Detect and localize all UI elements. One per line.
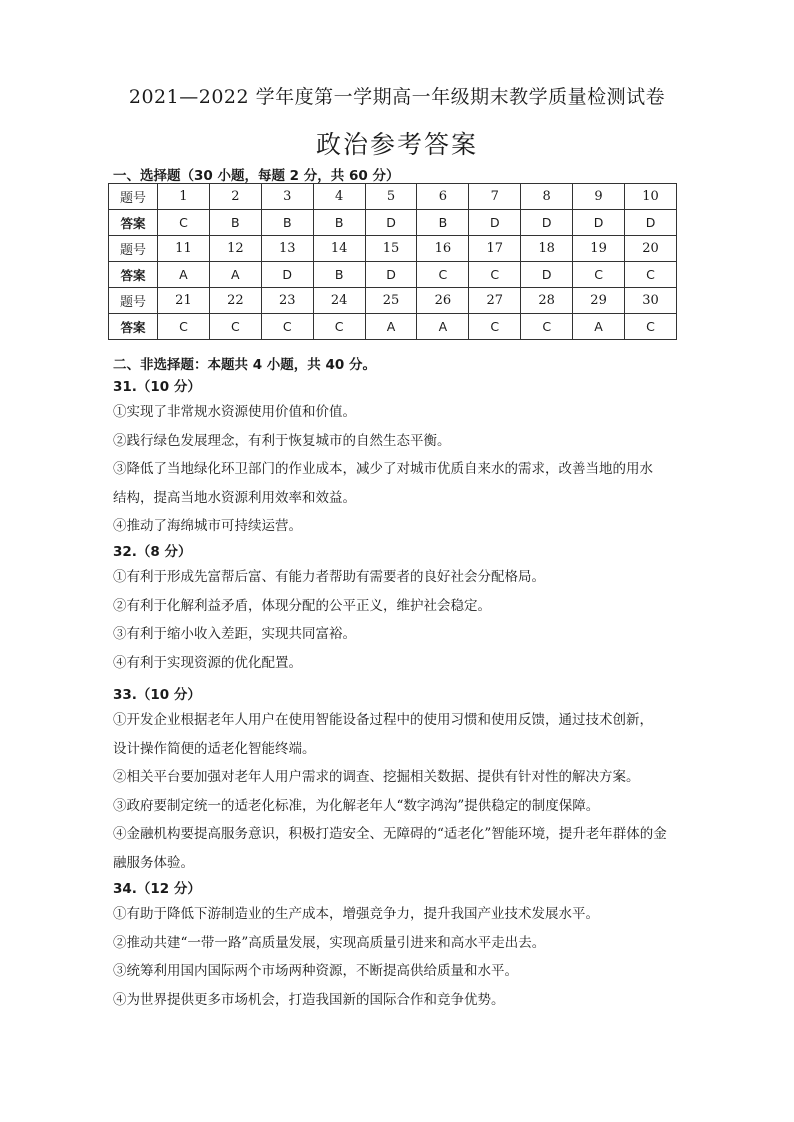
question-head: 32.（8 分） [113, 544, 192, 560]
question-number-cell: 13 [261, 236, 313, 262]
answer-cell: B [417, 210, 469, 236]
question-33 [113, 684, 688, 877]
answer-line: ①开发企业根据老年人用户在使用智能设备过程中的使用习惯和使用反馈，通过技术创新， [113, 712, 653, 728]
answer-line: ①实现了非常规水资源使用价值和价值。 [113, 404, 356, 420]
answer-cell: D [261, 262, 313, 288]
question-32 [113, 541, 688, 677]
answer-cell: D [625, 210, 677, 236]
answer-row [109, 262, 677, 288]
question-number-cell: 30 [625, 288, 677, 314]
question-number-cell: 18 [521, 236, 573, 262]
answer-line: ①有助于降低下游制造业的生产成本，增强竞争力，提升我国产业技术发展水平。 [113, 906, 599, 922]
answer-line: ②相关平台要加强对老年人用户需求的调查、挖掘相关数据、提供有针对性的解决方案。 [113, 769, 640, 785]
answer-line: ③降低了当地绿化环卫部门的作业成本，减少了对城市优质自来水的需求，改善当地的用水 [113, 461, 653, 477]
answer-cell: B [209, 210, 261, 236]
question-number-cell: 8 [521, 184, 573, 210]
answer-cell: C [417, 262, 469, 288]
answer-line: 融服务体验。 [113, 854, 194, 871]
answer-label-cell: 答案 [109, 314, 158, 340]
question-head: 33.（10 分） [113, 687, 201, 703]
answer-cell: A [365, 314, 417, 340]
question-number-cell: 22 [209, 288, 261, 314]
question-number-cell: 7 [469, 184, 521, 210]
answer-line: ①有利于形成先富帮后富、有能力者帮助有需要者的良好社会分配格局。 [113, 569, 545, 585]
answer-row [109, 210, 677, 236]
answer-line: 设计操作简便的适老化智能终端。 [113, 740, 316, 757]
answer-cell: B [261, 210, 313, 236]
answer-cell: C [469, 262, 521, 288]
answer-cell: D [521, 210, 573, 236]
question-number-cell: 11 [158, 236, 210, 262]
answer-line: ④有利于实现资源的优化配置。 [113, 654, 302, 671]
answer-cell: D [365, 210, 417, 236]
answer-cell: C [521, 314, 573, 340]
question-number-row [109, 288, 677, 314]
answer-cell: C [158, 210, 210, 236]
answer-line: ④金融机构要提高服务意识，积极打造安全、无障碍的“适老化”智能环境，提升老年群体的金 [113, 826, 667, 842]
answer-cell: D [469, 210, 521, 236]
answer-cell: B [313, 210, 365, 236]
question-number-cell: 26 [417, 288, 469, 314]
choice-answer-table [108, 183, 677, 340]
question-34 [113, 878, 688, 1014]
answer-cell: D [521, 262, 573, 288]
section1-heading: 一、选择题（30 小题，每题 2 分，共 60 分） [113, 168, 400, 184]
answer-line: ④为世界提供更多市场机会，打造我国新的国际合作和竞争优势。 [113, 991, 505, 1008]
question-number-cell: 6 [417, 184, 469, 210]
answer-cell: C [209, 314, 261, 340]
answer-line: 结构，提高当地水资源利用效率和效益。 [113, 489, 356, 506]
question-number-cell: 20 [625, 236, 677, 262]
answer-cell: C [261, 314, 313, 340]
question-number-cell: 19 [573, 236, 625, 262]
answer-line: ④推动了海绵城市可持续运营。 [113, 518, 302, 534]
answer-cell: A [573, 314, 625, 340]
answer-cell: B [313, 262, 365, 288]
question-number-cell: 15 [365, 236, 417, 262]
answer-label-cell: 答案 [109, 262, 158, 288]
answer-line: ②有利于化解利益矛盾，体现分配的公平正义，维护社会稳定。 [113, 597, 491, 614]
question-label-cell: 题号 [109, 236, 158, 262]
question-number-cell: 25 [365, 288, 417, 314]
question-number-cell: 27 [469, 288, 521, 314]
question-number-cell: 21 [158, 288, 210, 314]
question-number-cell: 10 [625, 184, 677, 210]
question-number-cell: 17 [469, 236, 521, 262]
question-number-cell: 1 [158, 184, 210, 210]
answer-line: ②践行绿色发展理念，有利于恢复城市的自然生态平衡。 [113, 432, 451, 449]
answer-line: ③政府要制定统一的适老化标准，为化解老年人“数字鸿沟”提供稳定的制度保障。 [113, 797, 600, 814]
question-number-cell: 9 [573, 184, 625, 210]
answer-cell: A [158, 262, 210, 288]
question-number-cell: 4 [313, 184, 365, 210]
answer-key-subtitle: 政治参考答案 [315, 130, 478, 159]
answer-line: ③统筹利用国内国际两个市场两种资源，不断提高供给质量和水平。 [113, 963, 518, 979]
question-head: 31.（10 分） [113, 379, 201, 395]
question-number-row [109, 236, 677, 262]
question-label-cell: 题号 [109, 184, 158, 210]
answer-cell: C [469, 314, 521, 340]
question-number-cell: 16 [417, 236, 469, 262]
question-number-cell: 14 [313, 236, 365, 262]
answer-cell: C [313, 314, 365, 340]
answer-cell: C [573, 262, 625, 288]
answer-line: ③有利于缩小收入差距，实现共同富裕。 [113, 626, 356, 642]
question-number-cell: 29 [573, 288, 625, 314]
answer-line: ②推动共建“一带一路”高质量发展，实现高质量引进来和高水平走出去。 [113, 934, 546, 951]
question-number-cell: 3 [261, 184, 313, 210]
question-31 [113, 376, 688, 541]
question-number-cell: 23 [261, 288, 313, 314]
answer-cell: C [158, 314, 210, 340]
question-number-cell: 2 [209, 184, 261, 210]
answer-cell: C [625, 262, 677, 288]
question-number-cell: 24 [313, 288, 365, 314]
question-number-cell: 28 [521, 288, 573, 314]
answer-cell: D [365, 262, 417, 288]
answer-cell: D [573, 210, 625, 236]
answer-cell: A [417, 314, 469, 340]
answer-label-cell: 答案 [109, 210, 158, 236]
question-label-cell: 题号 [109, 288, 158, 314]
question-number-cell: 12 [209, 236, 261, 262]
exam-title: 2021—2022 学年度第一学期高一年级期末教学质量检测试卷 [128, 86, 666, 108]
answer-row [109, 314, 677, 340]
question-head: 34.（12 分） [113, 881, 201, 897]
answer-cell: A [209, 262, 261, 288]
answer-cell: C [625, 314, 677, 340]
question-number-cell: 5 [365, 184, 417, 210]
question-number-row [109, 184, 677, 210]
section2-heading: 二、非选择题：本题共 4 小题，共 40 分。 [113, 357, 376, 373]
